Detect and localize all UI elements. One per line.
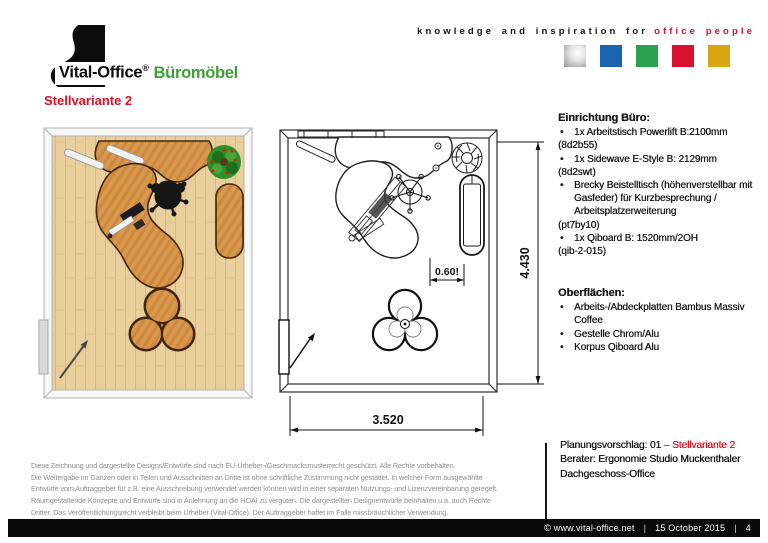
legal-line: Raumgestaltende Konzepte und Entwürfe sind in Anlehnung an die HOAI zu vergüten. Die dargestellten Designentwürfe beinhalten u.a. auch Rechte (31, 496, 491, 506)
consultant-line: Berater: Ergonomie Studio Muckenthaler (560, 454, 741, 466)
item-text: 1x Arbeitstisch Powerlift B:2100mm (574, 127, 728, 139)
silver-square (564, 45, 586, 67)
brand-color-squares (564, 45, 730, 67)
bullet: • (560, 127, 564, 139)
footer-page-number: 4 (745, 523, 751, 533)
bullet: • (560, 328, 564, 340)
clearance-dimension-label: 0.60! (435, 266, 459, 278)
legal-line: Entwürfe vom Auftraggeber für z.B. eine Ausschreibung verwendet werden können wird in einer separaten Nutzungs- und Lizenzvereinbarung geregelt. (31, 484, 498, 494)
qiboard-outline (460, 175, 484, 255)
green-square (636, 45, 658, 67)
qiboard-cabinet (216, 184, 243, 258)
plant-icon (207, 145, 241, 179)
bullet: • (560, 302, 564, 314)
list-item (558, 232, 766, 245)
project-info (560, 439, 766, 482)
item-text: Arbeits-/Abdeckplatten Bambus Massiv Coffee (574, 302, 745, 327)
item-text: 1x Sidewave E-Style B: 2129mm (574, 153, 717, 165)
furnishing-section (558, 112, 766, 258)
surfaces-section (558, 287, 766, 354)
floor-plan-cad (270, 118, 550, 440)
bullet: • (560, 180, 564, 192)
item-text: 1x Qiboard B: 1520mm/2OH (574, 232, 698, 244)
footer-separator: | (643, 523, 647, 533)
list-item (558, 301, 766, 327)
brand-tagline (417, 26, 755, 37)
tagline-red: office people (654, 26, 755, 37)
logo-suffix: Büromöbel (153, 63, 238, 82)
footer-url: © www.vital-office.net (544, 523, 635, 533)
blue-square (600, 45, 622, 67)
registered-mark: ® (142, 63, 149, 73)
door-panel-outline (279, 320, 289, 374)
legal-line: Die Weitergabe im Ganzen oder in Teilen und Ausschnitten an Dritte ist ohne schriftliche Zustimmung nicht gestattet. In welcher Form ausgewählte (31, 472, 483, 482)
gold-square (708, 45, 730, 67)
furnishing-title: Einrichtung Büro: (558, 112, 650, 124)
list-item (558, 341, 766, 354)
item-text: Gestelle Chrom/Alu (574, 328, 659, 340)
legal-line: Dritter. Das Veröffentlichungsrecht verbleibt beim Urheber (Vital-Office). Der Auftraggeber haftet im Falle missbräuchlicher Verwendung. (31, 507, 449, 517)
proposal-variant: – Stellvariante 2 (663, 440, 736, 451)
proposal-line (560, 439, 766, 453)
legal-notice (31, 460, 498, 519)
logo-wordmark (55, 62, 242, 85)
wall-rail (298, 131, 384, 137)
footer-separator: | (734, 523, 737, 533)
tagline-black: knowledge and inspiration for (417, 26, 649, 37)
divider-line (545, 443, 547, 519)
item-text: Brecky Beistelltisch (höhenverstellbar mit Gasfeder) für Kurzbesprechung / Arbeitsplatzerweiterung (574, 180, 753, 218)
location-line: Dachgeschoss-Office (560, 468, 655, 480)
bullet: • (560, 153, 564, 165)
list-item (558, 153, 766, 166)
item-code: (qib-2-015) (558, 246, 606, 258)
list-item (558, 179, 766, 219)
surfaces-title: Oberflächen: (558, 287, 625, 299)
door-panel (39, 320, 48, 374)
page-title: Stellvariante 2 (44, 93, 133, 108)
proposal-prefix: Planungsvorschlag: 01 (560, 440, 664, 451)
red-square (672, 45, 694, 67)
item-text: Korpus Qiboard Alu (574, 341, 659, 353)
height-dimension-label: 4.430 (518, 247, 532, 279)
dimension-width (290, 396, 483, 436)
width-dimension-label: 3.520 (372, 413, 404, 427)
bullet: • (560, 341, 564, 353)
list-item (558, 126, 766, 139)
floor-plan-rendered (36, 124, 258, 402)
bullet: • (560, 232, 564, 244)
footer-bar (8, 519, 760, 537)
item-code: (8d2swt) (558, 166, 596, 178)
legal-line: Diese Zeichnung und dargestellte Designs/Entwürfe sind nach EU-Urheber-/Geschmacksmusterrecht geschützt. Alle Rechte vorbehalten. (31, 461, 456, 470)
logo-name: Vital-Office (59, 63, 143, 82)
dimension-height (497, 142, 544, 384)
footer-date: 15 October 2015 (655, 523, 726, 533)
item-code: (8d2b55) (558, 140, 598, 152)
item-code: (pt7by10) (558, 219, 600, 231)
list-item (558, 328, 766, 341)
